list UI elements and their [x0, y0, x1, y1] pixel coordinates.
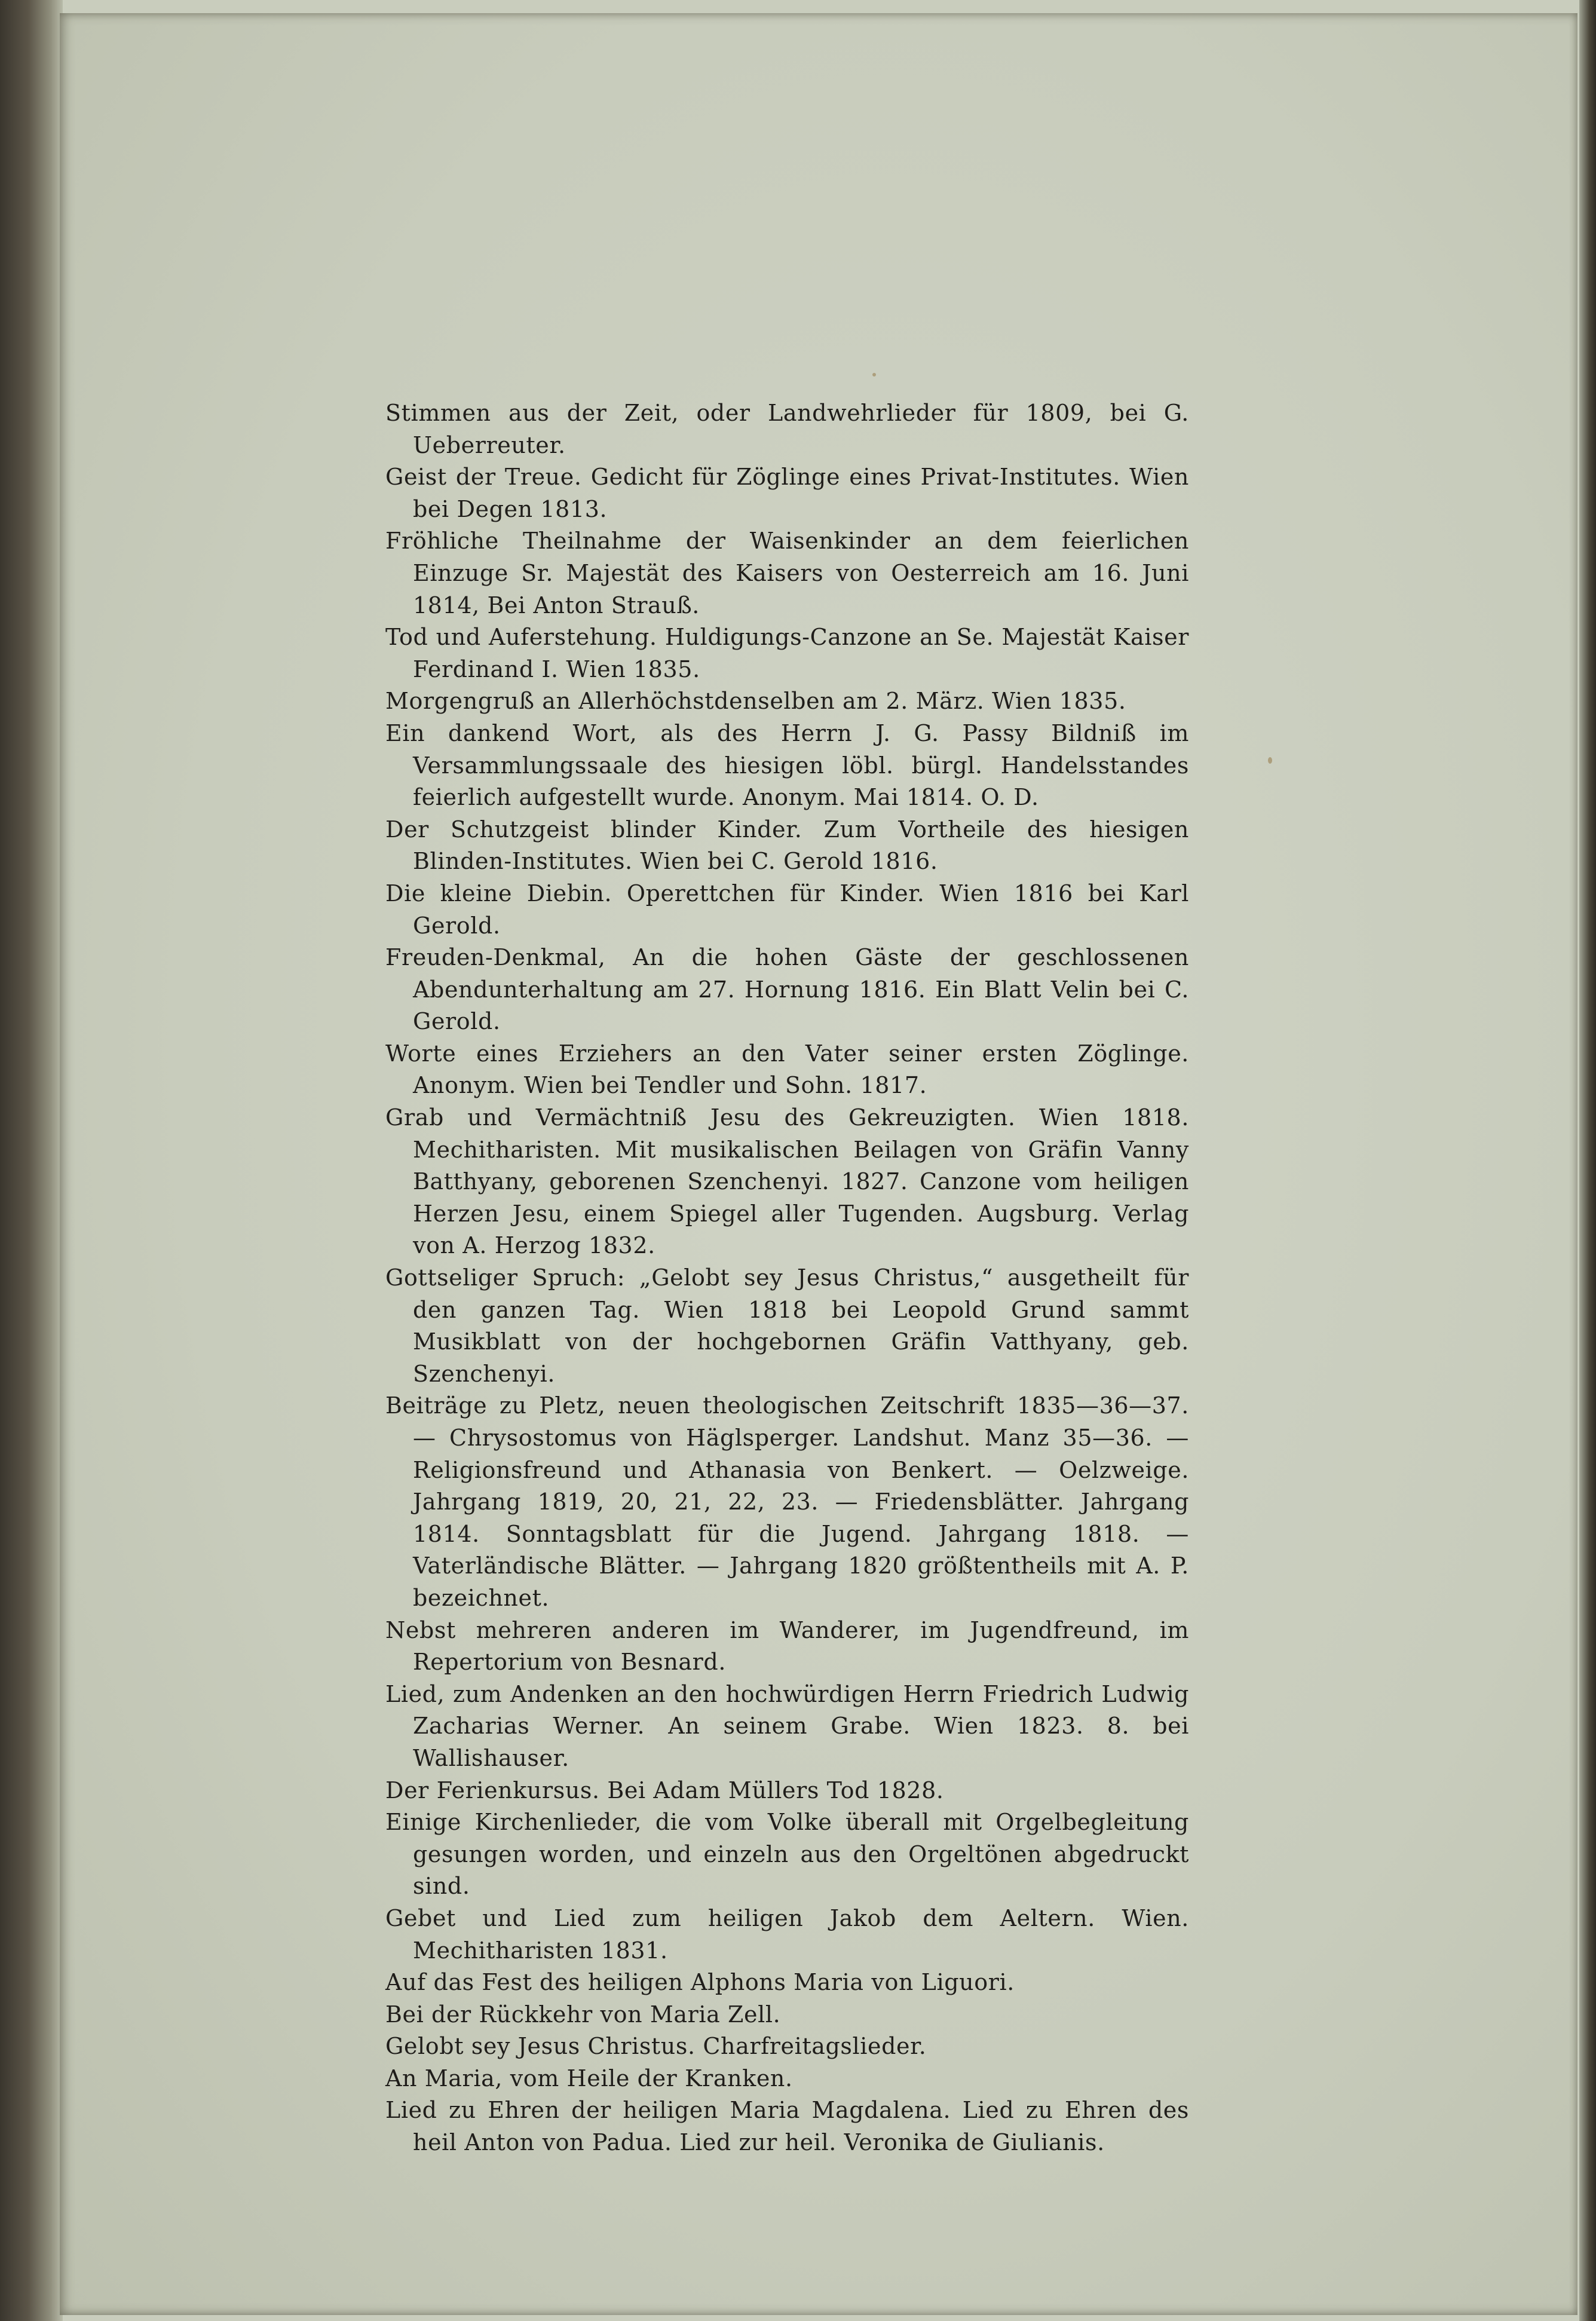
- bibliography-entry: Die kleine Diebin. Operettchen für Kinder. Wien 1816 bei Karl Gerold.: [385, 880, 1189, 939]
- bibliography-list: [385, 397, 1189, 2159]
- bibliography-entry: Der Schutzgeist blinder Kinder. Zum Vortheile des hiesigen Blinden-Institutes. Wien bei C. Gerold 1816.: [385, 816, 1189, 875]
- bibliography-entry: Lied zu Ehren der heiligen Maria Magdalena. Lied zu Ehren des heil Anton von Padua. Lied zur heil. Veronika de Giulianis.: [385, 2097, 1189, 2156]
- bibliography-entry: Gottseliger Spruch: „Gelobt sey Jesus Christus,“ ausgetheilt für den ganzen Tag. Wien 1818 bei Leopold Grund sammt Musikblatt von der hochgebornen Gräfin Vatthyany, geb. Szenchenyi.: [385, 1264, 1189, 1387]
- bibliography-entry: Morgengruß an Allerhöchstdenselben am 2. März. Wien 1835.: [385, 688, 1126, 715]
- bibliography-entry: Gebet und Lied zum heiligen Jakob dem Aeltern. Wien. Mechitharisten 1831.: [385, 1904, 1189, 1964]
- bibliography-entry: Grab und Vermächtniß Jesu des Gekreuzigten. Wien 1818. Mechitharisten. Mit musikalischen Beilagen von Gräfin Vanny Batthyany, geborenen Szenchenyi. 1827. Canzone vom heiligen Herzen Jesu, einem Spiegel aller Tugenden. Augsburg. Verlag von A. Herzog 1832.: [385, 1104, 1189, 1259]
- page-edge: [1579, 0, 1596, 2321]
- bibliography-entry: Tod und Auferstehung. Huldigungs-Canzone an Se. Majestät Kaiser Ferdinand I. Wien 1835.: [385, 624, 1189, 682]
- bibliography-entry: Beiträge zu Pletz, neuen theologischen Zeitschrift 1835—36—37. — Chrysostomus von Häglsperger. Landshut. Manz 35—36. — Religionsfreund und Athanasia von Benkert. — Oelzweige. Jahrgang 1819, 20, 21, 22, 23. — Friedensblätter. Jahrgang 1814. Sonntagsblatt für die Jugend. Jahrgang 1818. — Vaterländische Blätter. — Jahrgang 1820 größtentheils mit A. P. bezeichnet.: [385, 1392, 1189, 1611]
- bibliography-entry: Nebst mehreren anderen im Wanderer, im Jugendfreund, im Repertorium von Besnard.: [385, 1616, 1189, 1676]
- bibliography-entry: Freuden-Denkmal, An die hohen Gäste der geschlossenen Abendunterhaltung am 27. Hornung 1816. Ein Blatt Velin bei C. Gerold.: [385, 944, 1189, 1035]
- bibliography-entry: Worte eines Erziehers an den Vater seiner ersten Zöglinge. Anonym. Wien bei Tendler und Sohn. 1817.: [385, 1040, 1189, 1099]
- bibliography-entry: Stimmen aus der Zeit, oder Landwehrlieder für 1809, bei G. Ueberreuter.: [385, 400, 1189, 458]
- binding-gutter: [0, 0, 63, 2321]
- bibliography-entry: Lied, zum Andenken an den hochwürdigen Herrn Friedrich Ludwig Zacharias Werner. An seinem Grabe. Wien 1823. 8. bei Wallishauser.: [385, 1680, 1189, 1771]
- bibliography-entry: Geist der Treue. Gedicht für Zöglinge eines Privat-Institutes. Wien bei Degen 1813.: [385, 464, 1189, 522]
- bibliography-entry: Einige Kirchenlieder, die vom Volke überall mit Orgelbegleitung gesungen worden, und einzeln aus den Orgeltönen abgedruckt sind.: [385, 1809, 1189, 1900]
- bibliography-entry: Fröhliche Theilnahme der Waisenkinder an dem feierlichen Einzuge Sr. Majestät des Kaisers von Oesterreich am 16. Juni 1814, Bei Anton Strauß.: [385, 528, 1189, 618]
- bibliography-entry: Auf das Fest des heiligen Alphons Maria von Liguori.: [385, 1969, 1015, 1996]
- paper-stain: [1268, 757, 1272, 764]
- bibliography-entry: An Maria, vom Heile der Kranken.: [385, 2065, 793, 2092]
- bibliography-entry: Gelobt sey Jesus Christus. Charfreitagslieder.: [385, 2033, 927, 2060]
- bibliography-entry: Bei der Rückkehr von Maria Zell.: [385, 2001, 781, 2028]
- paper-stain: [872, 373, 876, 376]
- bibliography-entry: Der Ferienkursus. Bei Adam Müllers Tod 1828.: [385, 1777, 944, 1803]
- bibliography-entry: Ein dankend Wort, als des Herrn J. G. Passy Bildniß im Versammlungssaale des hiesigen löbl. bürgl. Handelsstandes feierlich aufgestellt wurde. Anonym. Mai 1814. O. D.: [385, 719, 1189, 811]
